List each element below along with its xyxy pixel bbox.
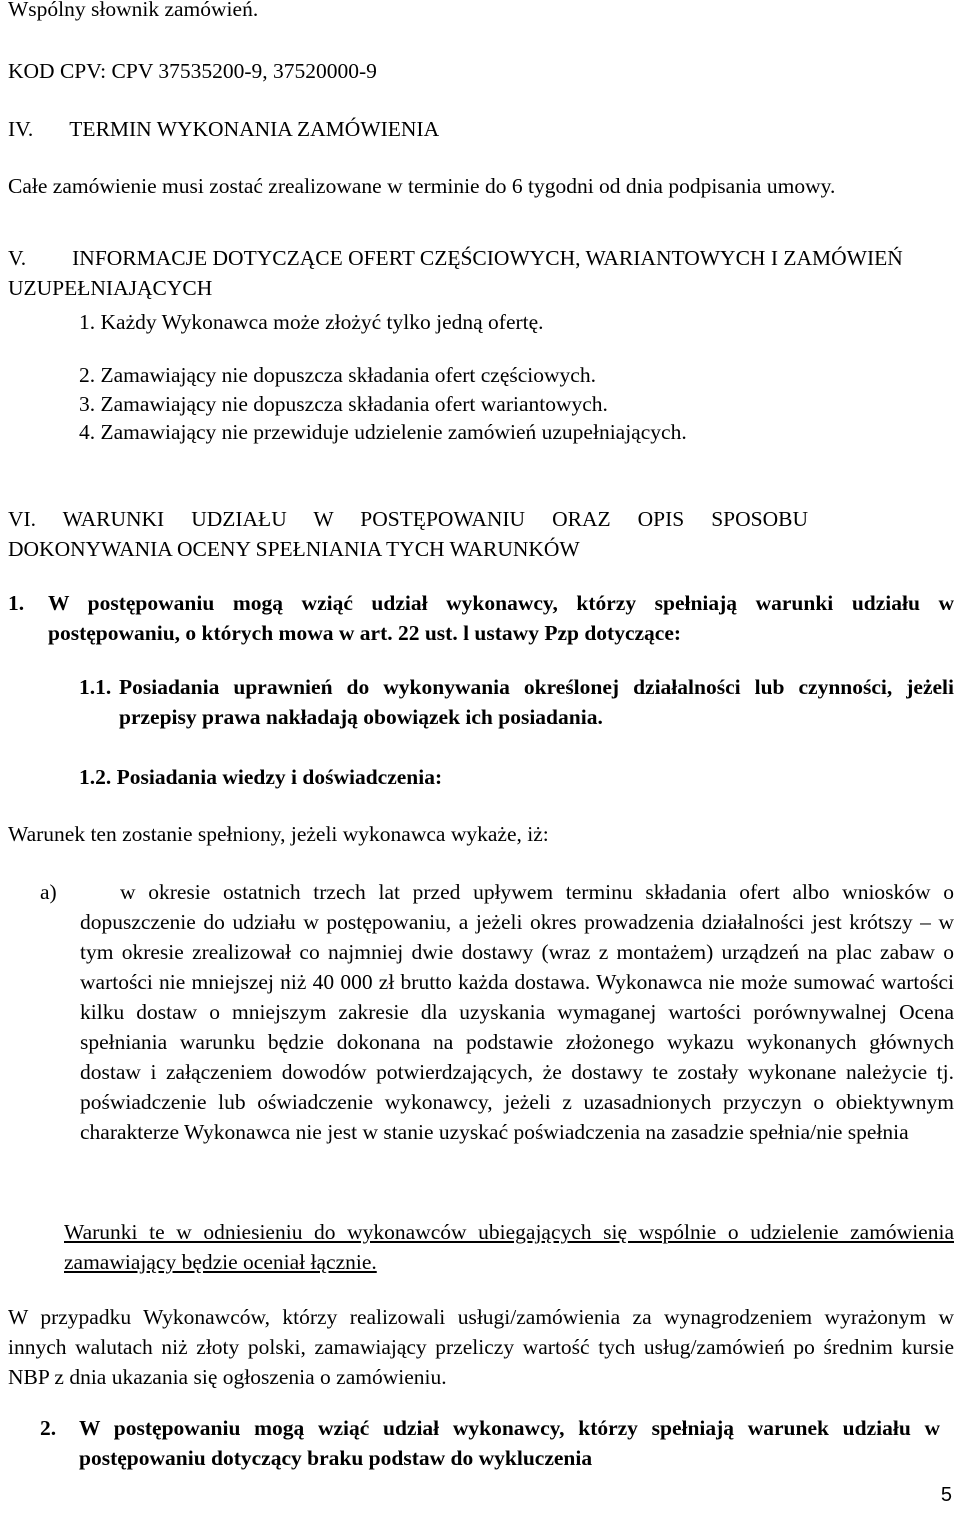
- section-v-title: INFORMACJE DOTYCZĄCE OFERT CZĘŚCIOWYCH, WARIANTOWYCH I ZAMÓWIEŃ UZUPEŁNIAJĄCYCH: [8, 246, 903, 300]
- list-number: 1.: [79, 310, 96, 334]
- vi-2-number: 2.: [40, 1416, 57, 1440]
- list-item: [79, 389, 608, 419]
- section-iv-title: TERMIN WYKONANIA ZAMÓWIENIA: [69, 117, 440, 141]
- vi-1-2-text: Posiadania wiedzy i doświadczenia:: [116, 765, 443, 789]
- item-a-label: a): [40, 880, 57, 904]
- section-v-heading: [8, 243, 954, 303]
- section-iv-number: IV.: [8, 117, 34, 141]
- list-item: [79, 360, 596, 390]
- vi-1-text: W postępowaniu mogą wziąć udział wykonawcy, którzy spełniają warunki udziału w postępowaniu, o których mowa w art. 22 ust. l ustawy Pzp dotyczące:: [48, 591, 954, 645]
- section-iv-heading: [8, 114, 439, 144]
- cpv-codes: KOD CPV: CPV 37535200-9, 37520000-9: [8, 59, 377, 83]
- joint-note: Warunki te w odniesieniu do wykonawców ubiegających się wspólnie o udzielenie zamówienia zamawiający będzie oceniał łącznie.: [64, 1220, 954, 1274]
- list-item: [79, 307, 544, 337]
- list-text: Zamawiający nie dopuszcza składania ofert częściowych.: [100, 363, 596, 387]
- list-text: Zamawiający nie przewiduje udzielenie zamówień uzupełniających.: [100, 420, 687, 444]
- vi-1-1-number: 1.1.: [79, 675, 112, 699]
- section-vi-1-2: [79, 762, 442, 792]
- list-text: Każdy Wykonawca może złożyć tylko jedną ofertę.: [100, 310, 544, 334]
- list-number: 2.: [79, 363, 96, 387]
- currency-note: W przypadku Wykonawców, którzy realizowali usługi/zamówienia za wynagrodzeniem wyrażonym w innych walutach niż złoty polski, zamawiający przeliczy wartość tych usług/zamówień po średnim kursie NBP z dnia ukazania się ogłoszenia o zamówieniu.: [8, 1305, 954, 1389]
- list-number: 3.: [79, 392, 96, 416]
- term-paragraph: Całe zamówienie musi zostać zrealizowane w terminie do 6 tygodni od dnia podpisania umowy.: [8, 174, 836, 198]
- section-v-number: V.: [8, 246, 27, 270]
- vi-2-text: W postępowaniu mogą wziąć udział wykonawcy, którzy spełniają warunek udziału w postępowaniu dotyczący braku podstaw do wykluczenia: [79, 1416, 940, 1470]
- vi-1-1-text: Posiadania uprawnień do wykonywania określonej działalności lub czynności, jeżeli przepisy prawa nakładają obowiązek ich posiadania.: [119, 675, 954, 729]
- vi-1-number: 1.: [8, 591, 25, 615]
- vi-1-2-number: 1.2.: [79, 765, 112, 789]
- item-a-text: w okresie ostatnich trzech lat przed upływem terminu składania ofert albo wniosków o dopuszczenie do udziału w postępowaniu, a jeżeli okres prowadzenia działalności jest krótszy – w tym okresie zrealizował co najmniej dwie dostawy (wraz z montażem) urządzeń na plac zabaw o wartości nie mniejszej niż 40 000 zł brutto każda dostawa. Wykonawca nie może sumować wartości kilku dostaw o mniejszym zakresie dla uzyskania wymaganej wartości porównywalnej Ocena spełniania warunku będzie dokonana na podstawie złożonego wykazu wykonanych głównych dostaw i załączeniem dowodów potwierdzających, że dostawy te zostały wykonane należycie tj. poświadczenie lub oświadczenie wykonawcy, jeżeli z uzasadnionych przyczyn o obiektywnym charakterze Wykonawca nie jest w stanie uzyskać poświadczenia na zasadzie spełnia/nie spełnia: [80, 880, 954, 1144]
- condition-intro: Warunek ten zostanie spełniony, jeżeli wykonawca wykaże, iż:: [8, 822, 549, 846]
- list-item: [79, 417, 687, 447]
- section-vi-heading: VI. WARUNKI UDZIAŁU W POSTĘPOWANIU ORAZ OPIS SPOSOBU DOKONYWANIA OCENY SPEŁNIANIA TYCH WARUNKÓW: [8, 507, 808, 561]
- list-number: 4.: [79, 420, 96, 444]
- page-number: 5: [940, 1484, 952, 1506]
- list-text: Zamawiający nie dopuszcza składania ofert wariantowych.: [100, 392, 608, 416]
- cpv-title: Wspólny słownik zamówień.: [8, 0, 259, 21]
